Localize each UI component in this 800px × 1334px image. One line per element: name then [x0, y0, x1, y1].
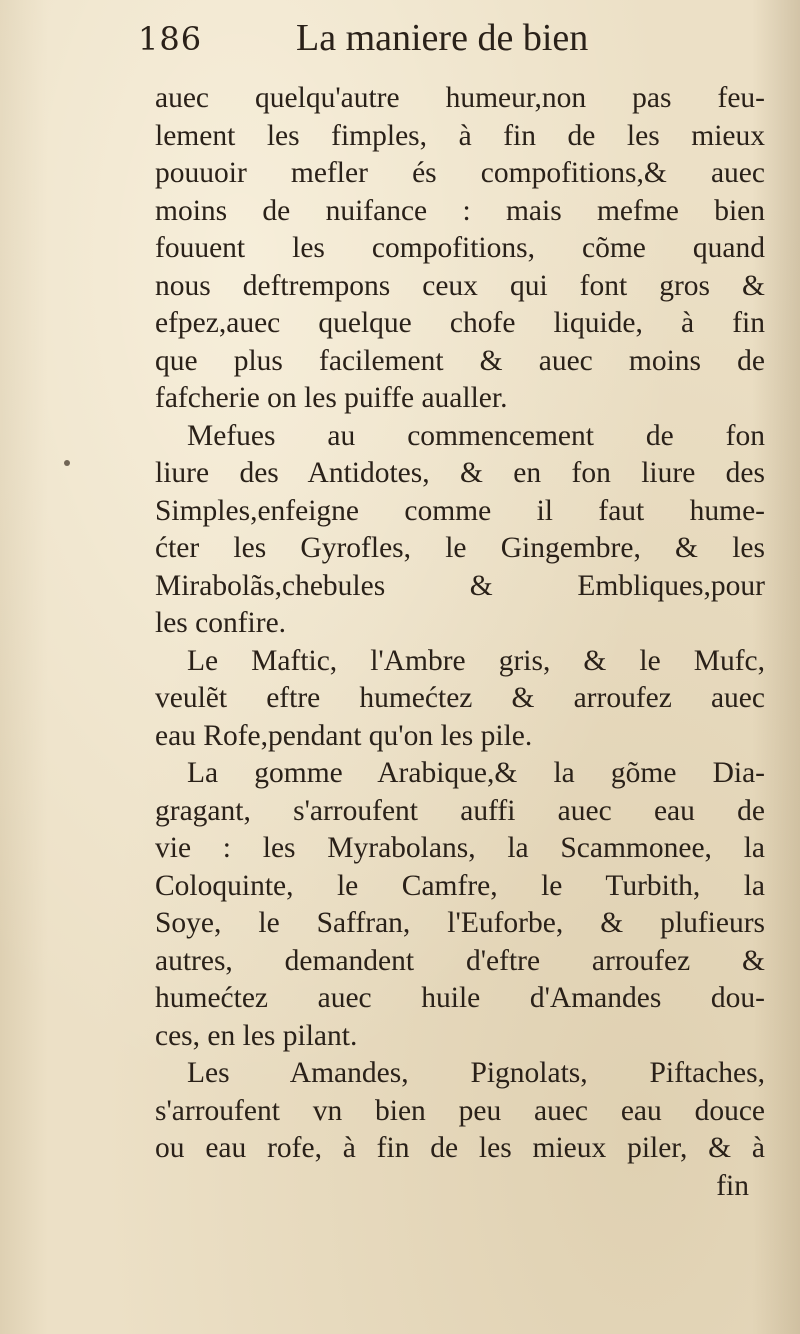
catchword: fin [716, 1169, 749, 1202]
paragraph-start-line: Mefues au commencement de fon [187, 419, 765, 452]
text-line: pouuoir mefler és compofitions,& auec [155, 157, 765, 189]
text-line: liure des Antidotes, & en fon liure des [155, 457, 765, 489]
running-title: La maniere de bien [296, 17, 589, 59]
text-line: Coloquinte, le Camfre, le Turbith, la [155, 869, 765, 902]
text-line: Simples,enfeigne comme il faut hume- [155, 494, 765, 527]
body-text [155, 80, 765, 1205]
text-line: gragant, s'arroufent auffi auec eau de [155, 794, 765, 827]
text-line: ou eau rofe, à fin de les mieux piler, & à [155, 1132, 765, 1164]
margin-mark [64, 460, 70, 466]
text-line: veulẽt eftre humećtez & arroufez auec [155, 682, 765, 714]
paragraph-start-line: Le Maftic, l'Ambre gris, & le Mufc, [187, 644, 765, 677]
text-line: s'arroufent vn bien peu auec eau douce [155, 1094, 765, 1127]
paragraph-start-line: La gomme Arabique,& la gõme Dia- [187, 757, 765, 789]
text-line: fouuent les compofitions, cõme quand [155, 232, 765, 264]
text-line: autres, demandent d'eftre arroufez & [155, 944, 765, 977]
page-header [128, 14, 688, 74]
text-line: que plus facilement & auec moins de [155, 344, 765, 377]
text-line: moins de nuifance : mais mefme bien [155, 194, 765, 227]
text-line: lement les fimples, à fin de les mieux [155, 119, 765, 152]
text-line: efpez,auec quelque chofe liquide, à fin [155, 307, 765, 339]
text-line: eau Rofe,pendant qu'on les pile. [155, 719, 533, 752]
text-line: ćter les Gyrofles, le Gingembre, & les [155, 532, 765, 564]
paragraph-start-line: Les Amandes, Pignolats, Piftaches, [187, 1057, 765, 1089]
text-line: les confire. [155, 607, 287, 639]
text-line: fafcherie on les puiffe aualler. [155, 382, 508, 414]
text-line: vie : les Myrabolans, la Scammonee, la [155, 832, 765, 864]
text-line: humećtez auec huile d'Amandes dou- [155, 982, 765, 1014]
text-line: Mirabolãs,chebules & Embliques,pour [155, 569, 765, 602]
text-line: ces, en les pilant. [155, 1019, 358, 1052]
text-line: Soye, le Saffran, l'Euforbe, & plufieurs [155, 907, 765, 939]
text-line: auec quelqu'autre humeur,non pas feu- [155, 82, 765, 114]
text-line: nous deftrempons ceux qui font gros & [155, 269, 765, 302]
page-number: 186 [138, 20, 203, 58]
